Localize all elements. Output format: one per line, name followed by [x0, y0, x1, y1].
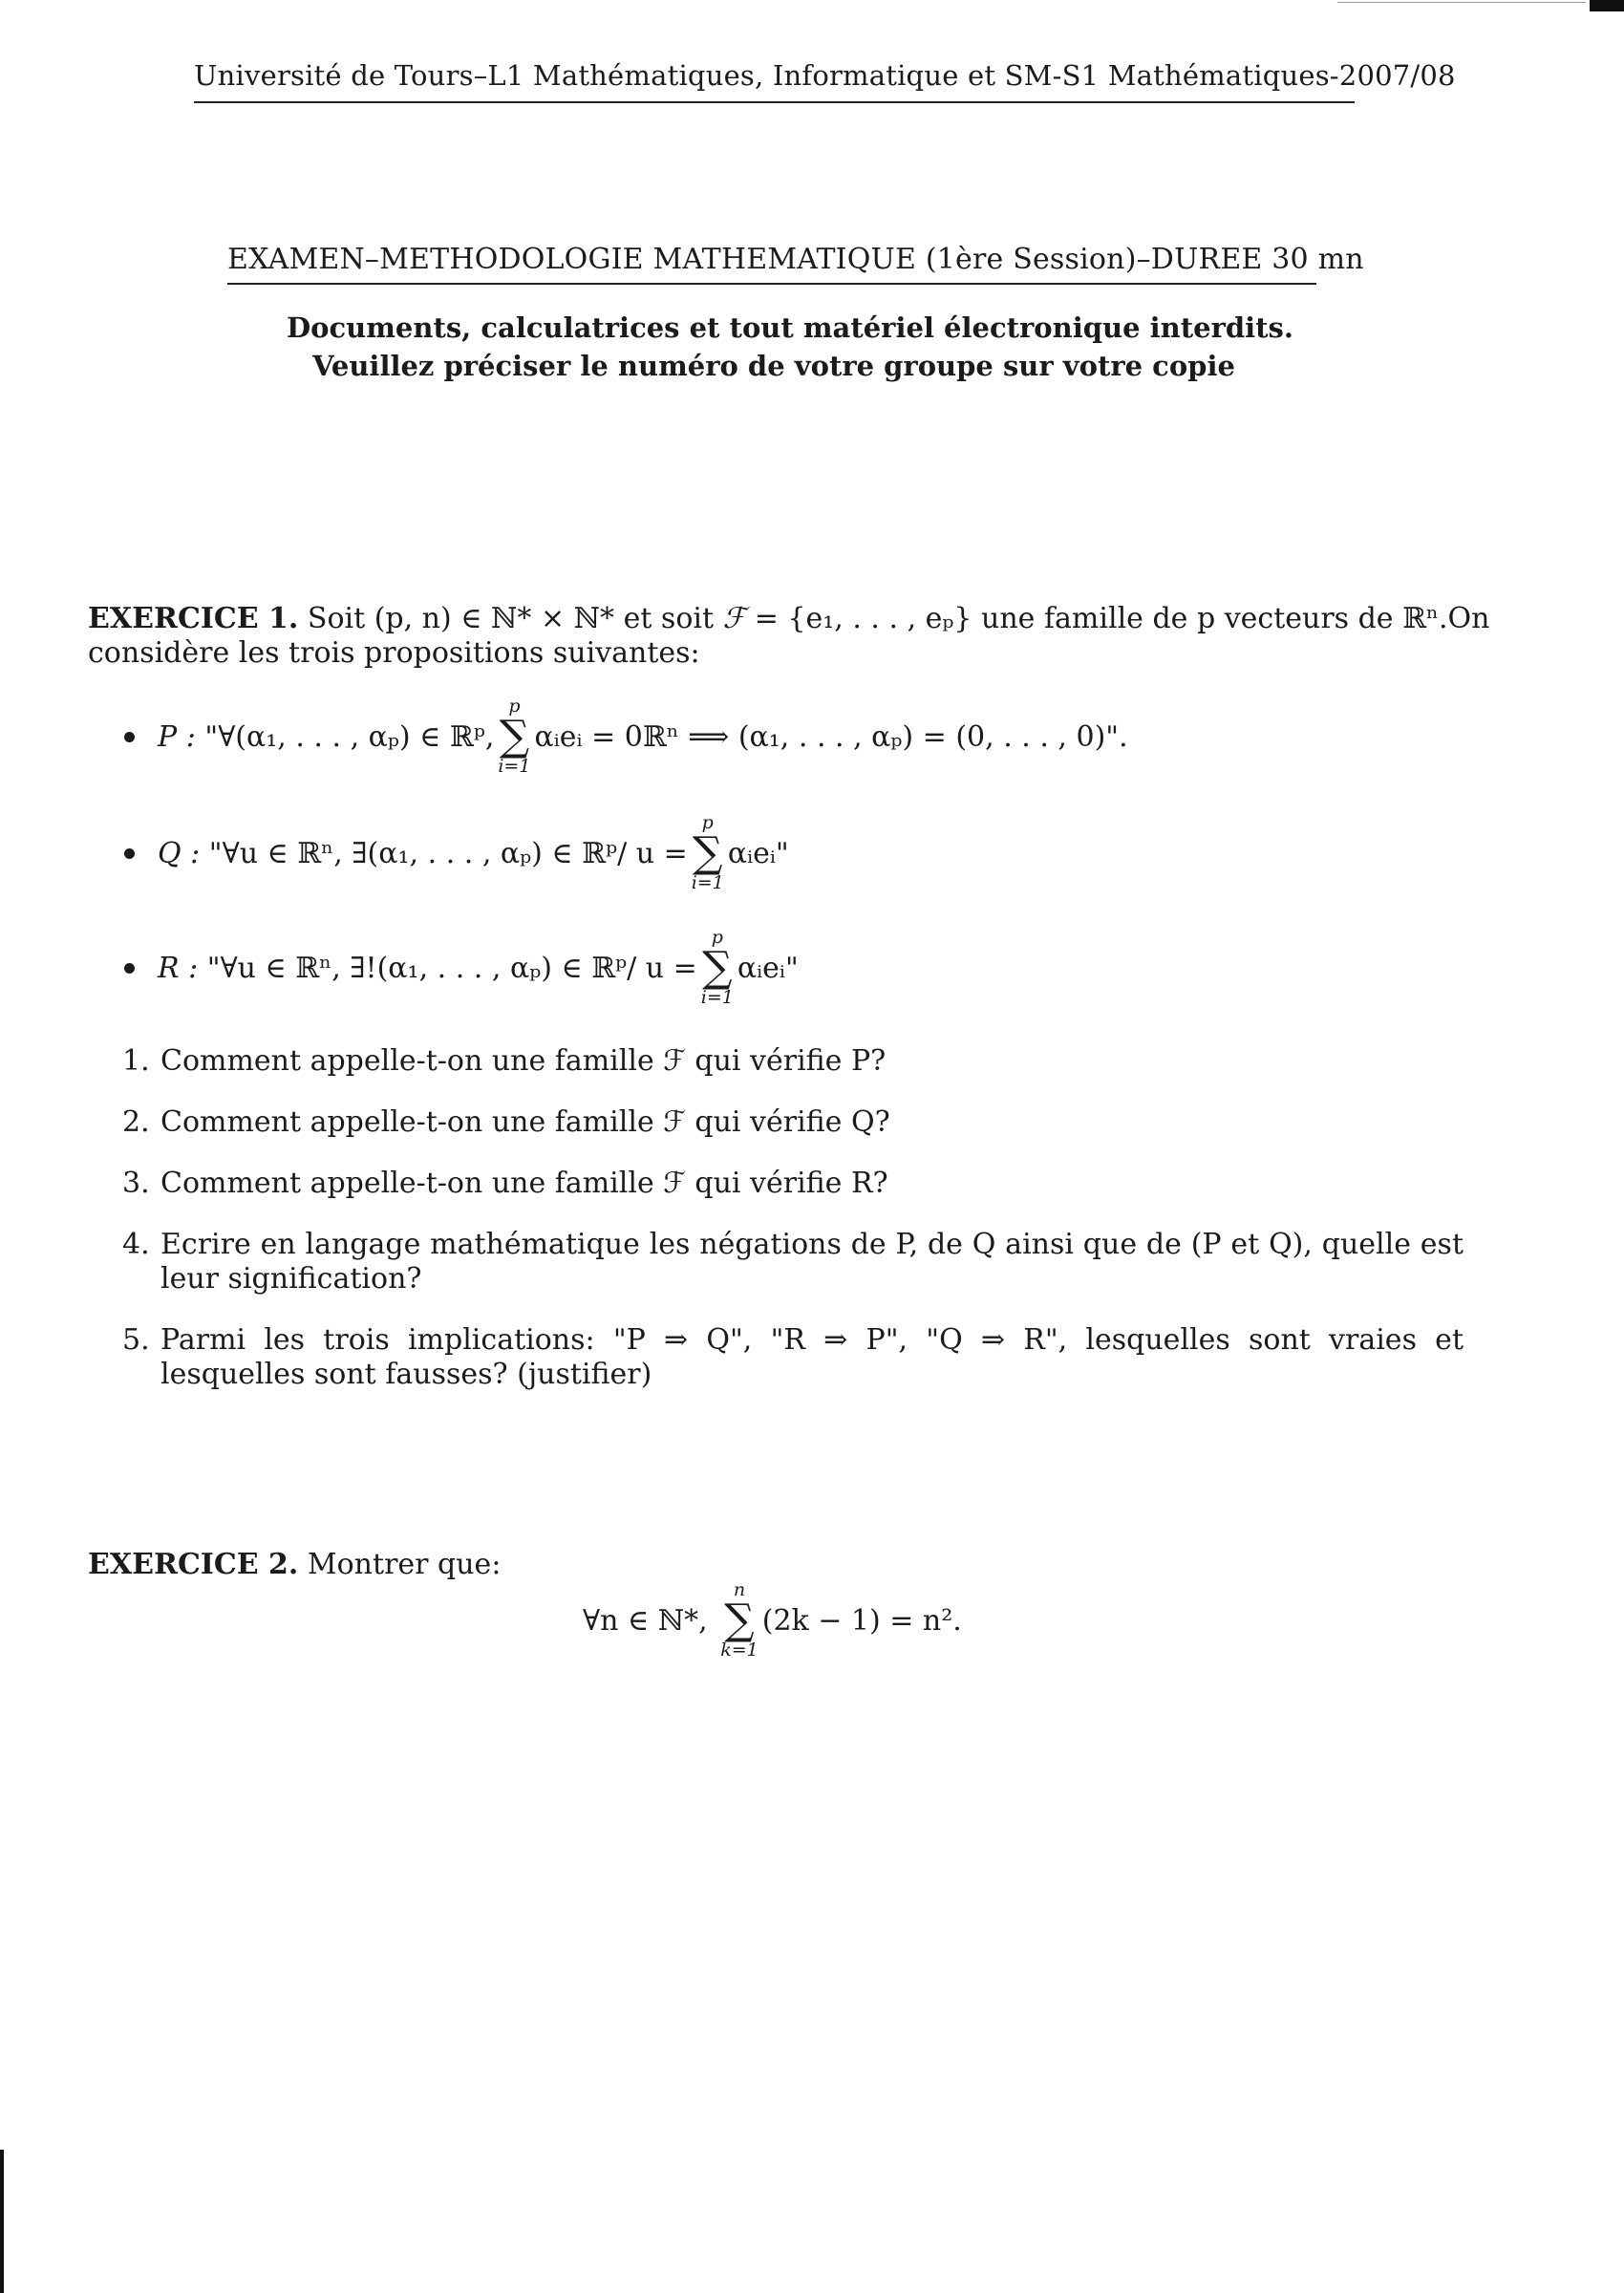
proposition-p — [124, 697, 1128, 776]
exam-instructions — [287, 309, 1293, 385]
instruction-line: Documents, calculatrices et tout matériel électronique interdits. — [287, 311, 1293, 344]
exercise1-intro-line1 — [88, 602, 1490, 636]
intro-text: = {e₁, . . . , eₚ} une famille de p vecteurs de ℝⁿ. — [754, 602, 1448, 635]
proposition-name: Q : — [158, 836, 201, 870]
bullet — [124, 848, 135, 859]
exam-title: EXAMEN–METHODOLOGIE MATHEMATIQUE (1ère Session)–DUREE 30 mn — [227, 243, 1364, 276]
question-number: 4. — [122, 1228, 150, 1261]
proposition-q — [124, 814, 789, 892]
proposition-text: "∀u ∈ ℝⁿ, ∃!(α₁, . . . , αₚ) ∈ ℝᵖ/ u = — [206, 951, 697, 985]
exercise1-questions — [122, 1044, 1464, 1419]
family-symbol: ℱ — [722, 602, 746, 635]
sum-symbol: p ∑ i=1 — [498, 696, 531, 777]
question-text: Parmi les trois implications: "P ⇒ Q", "R ⇒ P", "Q ⇒ R", lesquelles sont vraies et lesquelles sont fausses? (justifier) — [160, 1323, 1464, 1391]
sum-lower-limit: i=1 — [691, 872, 724, 893]
question-text: Ecrire en langage mathématique les négations de P, de Q ainsi que de (P et Q), quelle est leur signification? — [160, 1228, 1464, 1296]
proposition-text: αᵢeᵢ = 0ℝⁿ ⟹ (α₁, . . . , αₚ) = (0, . . . , 0)". — [534, 719, 1128, 754]
question-item — [122, 1228, 1464, 1297]
exercise1-intro — [88, 602, 1490, 671]
sum-lower-limit: k=1 — [720, 1639, 759, 1661]
question-number: 1. — [122, 1044, 150, 1078]
bullet — [124, 963, 135, 974]
bullet — [124, 732, 135, 742]
instruction-line: Veuillez préciser le numéro de votre groupe sur votre copie — [312, 350, 1235, 382]
sum-symbol: p ∑ i=1 — [700, 927, 734, 1008]
sum-lower-limit: i=1 — [700, 987, 734, 1008]
question-text: Comment appelle-t-on une famille ℱ qui vérifie Q? — [160, 1105, 890, 1139]
intro-text: Soit (p, n) ∈ ℕ* × ℕ* et soit — [307, 602, 715, 635]
exercise1-label: EXERCICE 1. — [88, 602, 299, 635]
formula-text: (2k − 1) = n². — [761, 1603, 962, 1638]
sum-upper-limit: p — [701, 812, 714, 833]
exam-title-underline — [227, 283, 1316, 285]
question-item — [122, 1105, 1464, 1140]
exercise2-formula — [583, 1581, 962, 1660]
proposition-name: R : — [158, 951, 199, 985]
proposition-r — [124, 929, 799, 1007]
question-item — [122, 1323, 1464, 1392]
proposition-name: P : — [158, 719, 196, 754]
scan-binding-mark — [0, 2150, 4, 2293]
question-number: 5. — [122, 1323, 150, 1357]
scan-edge-line — [1337, 2, 1586, 3]
question-number: 2. — [122, 1105, 150, 1139]
formula-text: ∀n ∈ ℕ*, — [583, 1603, 708, 1638]
question-item — [122, 1044, 1464, 1079]
question-text: Comment appelle-t-on une famille ℱ qui vérifie P? — [160, 1044, 887, 1078]
proposition-text: "∀u ∈ ℝⁿ, ∃(α₁, . . . , αₚ) ∈ ℝᵖ/ u = — [208, 836, 688, 870]
sum-upper-limit: p — [711, 927, 723, 948]
question-item — [122, 1167, 1464, 1201]
sum-upper-limit: p — [508, 696, 521, 717]
sum-lower-limit: i=1 — [498, 756, 531, 777]
exercise2-text: Montrer que: — [307, 1548, 502, 1581]
scan-mark — [1590, 0, 1624, 11]
proposition-text: αᵢeᵢ" — [727, 836, 789, 870]
header-underline — [194, 101, 1355, 103]
exercise2-label: EXERCICE 2. — [88, 1548, 299, 1581]
sum-symbol: p ∑ i=1 — [691, 812, 724, 893]
exercise2-intro — [88, 1548, 501, 1581]
university-header: Université de Tours–L1 Mathématiques, Informatique et SM-S1 Mathématiques-2007/08 — [194, 59, 1456, 92]
question-number: 3. — [122, 1167, 150, 1200]
proposition-text: αᵢeᵢ" — [737, 951, 799, 985]
exercise1-intro-line2: considère les trois propositions suivantes: — [88, 636, 700, 670]
sum-upper-limit: n — [733, 1579, 746, 1600]
proposition-text: "∀(α₁, . . . , αₚ) ∈ ℝᵖ, — [204, 719, 495, 754]
sum-symbol: n ∑ k=1 — [720, 1579, 759, 1661]
intro-text: On — [1447, 602, 1490, 635]
question-text: Comment appelle-t-on une famille ℱ qui vérifie R? — [160, 1167, 888, 1200]
